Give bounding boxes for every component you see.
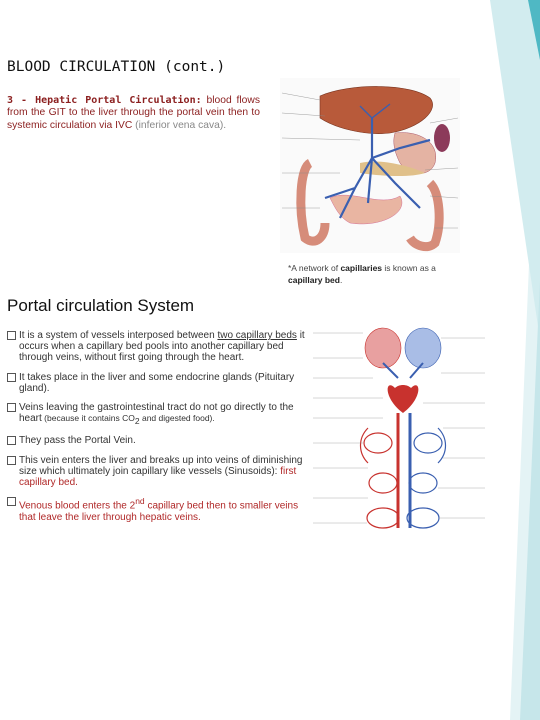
footnote-prefix: *A network of — [288, 263, 341, 273]
circulation-system-figure — [313, 318, 485, 536]
bullet-text: It is a system of vessels interposed between — [19, 330, 218, 341]
bullet-icon — [7, 456, 16, 465]
bullet-list — [7, 330, 307, 531]
bullet-text: It takes place in the liver and some endocrine glands (Pituitary gland). — [19, 371, 295, 394]
bullet-icon — [7, 497, 16, 506]
footnote-term-capillaries: capillaries — [340, 263, 383, 273]
bullet-text: Veins leaving the gastrointestinal tract do not go directly to the heart — [19, 402, 294, 425]
bullet-icon — [7, 403, 16, 412]
bullet-item — [7, 435, 307, 446]
bullet-note: (because it contains CO — [41, 413, 135, 424]
bullet-superscript: nd — [135, 496, 145, 507]
intro-muted: (inferior vena cava). — [132, 119, 227, 131]
bullet-icon — [7, 436, 16, 445]
footnote-middle: is known as a — [382, 263, 436, 273]
bullet-text: They pass the Portal Vein. — [19, 435, 136, 447]
bullet-text: it occurs when a capillary bed pools into another capillary bed through veins, without first going through the heart. — [19, 330, 305, 364]
bullet-underlined: two capillary beds — [217, 330, 297, 341]
bullet-item — [7, 330, 307, 364]
bullet-text: capillary bed then to smaller veins that leave the liver through hepatic veins. — [19, 500, 299, 523]
bullet-item — [7, 402, 307, 427]
section-title: Portal circulation System — [7, 296, 195, 315]
bullet-text: This vein enters the liver and breaks up into veins of diminishing size which ultimately join capillary like vessels (Sinusoids): — [19, 454, 303, 477]
bullet-icon — [7, 331, 16, 340]
bullet-icon — [7, 373, 16, 382]
footnote-term-capillary-bed: capillary bed — [288, 275, 340, 285]
hepatic-portal-figure — [280, 78, 460, 253]
bullet-highlight: first capillary bed. — [19, 465, 297, 489]
footnote-suffix: . — [339, 275, 343, 285]
intro-paragraph — [7, 95, 260, 132]
bullet-item — [7, 372, 307, 394]
slide-title: BLOOD CIRCULATION (cont.) — [7, 59, 226, 75]
bullet-text: Venous blood enters the 2 — [19, 500, 136, 512]
intro-lead: 3 - Hepatic Portal Circulation: — [7, 95, 202, 106]
footnote — [288, 262, 453, 286]
bullet-item — [7, 455, 307, 489]
bullet-item — [7, 496, 307, 523]
bullet-note: and digested food). — [139, 413, 215, 424]
intro-text: blood flows from the GIT to the liver through the portal vein then to systemic circulation via IVC — [7, 95, 260, 131]
bullet-subscript: 2 — [134, 416, 140, 427]
